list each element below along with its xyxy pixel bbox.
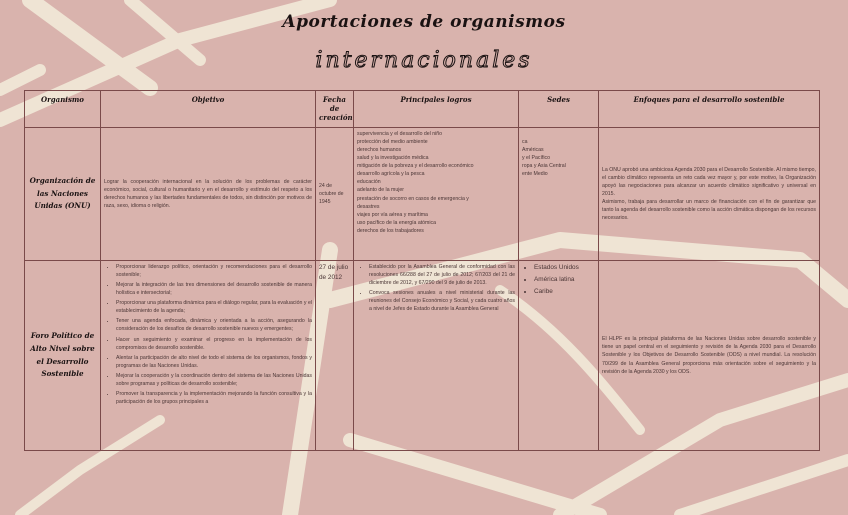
cell-organismo: Foro Político de Alto Nivel sobre el Desarrollo Sostenible: [25, 261, 101, 451]
table-row: [25, 128, 820, 261]
list-item: • Alentar la participación de alto nivel de todo el sistema de los organismos, fondos y programas de las Naciones Unidas.: [116, 354, 312, 370]
list-item: protección del medio ambiente: [357, 139, 428, 146]
list-item: • Promover la transparencia y la implementación mejorando la función consultiva y la participación de los grupos principales a: [116, 390, 312, 406]
list-item: • Tener una agenda enfocada, dinámica y orientada a la acción, asegurando la consideración de los desafíos de desarrollo sostenible nuevos y emergentes;: [116, 317, 312, 333]
organisms-table: [24, 90, 820, 451]
cell-fecha: 24 de octubre de 1945: [316, 128, 354, 261]
list-item: y el Pacífico: [522, 155, 550, 162]
list-item: uso pacífico de la energía atómica: [357, 219, 437, 226]
cell-fecha: 27 de julio de 2012: [316, 261, 354, 451]
list-item: mitigación de la pobreza y el desarrollo económico: [357, 163, 474, 170]
cell-organismo: Organización de las Naciones Unidas (ONU): [25, 128, 101, 261]
header-enfoques: Enfoques para el desarrollo sostenible: [599, 91, 820, 128]
cell-sedes: [519, 261, 599, 451]
list-item: • Estados Unidos: [534, 263, 595, 273]
list-item: Américas: [522, 147, 544, 154]
list-item: prestación de socorro en casos de emergencia y: [357, 195, 469, 202]
list-item: • Caribe: [534, 287, 595, 297]
list-item: ente Medio: [522, 171, 548, 178]
header-organismo: Organismo: [25, 91, 101, 128]
list-item: • América latina: [534, 275, 595, 285]
header-sedes: Sedes: [519, 91, 599, 128]
list-item: ca: [522, 139, 528, 145]
list-item: supervivencia y el desarrollo del niño: [357, 131, 443, 137]
table-header-row: [25, 91, 820, 128]
cell-sedes: [519, 128, 599, 261]
page-title-line-1: Aportaciones de organismos: [282, 12, 566, 32]
header-logros: Principales logros: [354, 91, 519, 128]
list-item: desastres: [357, 203, 380, 210]
list-item: educación: [357, 179, 381, 186]
list-item: • Establecido por la Asamblea General de conformidad con las resoluciones 66/288 del 27 de julio de 2012; 67/203 del 21 de diciembre de 2012, y 67/290 del 9 de julio de 2013.: [369, 263, 515, 287]
list-item: • Proporcionar liderazgo político, orientación y recomendaciones para el desarrollo sostenible;: [116, 263, 312, 279]
list-item: • Convoca sesiones anuales a nivel ministerial durante las reuniones del Consejo Económico y Social, y cada cuatro años a nivel de Jefes de Estado durante la Asamblea General: [369, 289, 515, 313]
list-item: viajes por vía aérea y marítima: [357, 211, 428, 218]
cell-enfoques: [599, 128, 820, 261]
cell-enfoques: El HLPF es la principal plataforma de las Naciones Unidas sobre desarrollo sostenible y tiene un papel central en el seguimiento y revisión de la Agenda 2030 para el Desarrollo Sostenible y los Objetivos de Desarrollo Sostenible (ODS) a nivel mundial. La resolución 70/299 de la Asamblea General proporciona más orientación sobre el seguimiento y la revisión de la Agenda 2030 y los ODS.: [599, 261, 820, 451]
list-item: desarrollo agrícola y la pesca: [357, 171, 425, 178]
cell-objetivo: [101, 261, 316, 451]
paragraph: La ONU aprobó una ambiciosa Agenda 2030 para el Desarrollo Sostenible. Al mismo tiempo, el cambio climático representa un reto cada vez mayor y, por este motivo, la Organización apoyó las negociaciones para alcanzar un acuerdo climático significativo y universal en 2015.: [602, 166, 816, 197]
cell-logros: [354, 128, 519, 261]
list-item: derechos de los trabajadores: [357, 227, 424, 234]
list-item: adelanto de la mujer: [357, 187, 405, 194]
table-row: [25, 261, 820, 451]
cell-logros: [354, 261, 519, 451]
list-item: • Mejorar la cooperación y la coordinación dentro del sistema de las Naciones Unidas sobre programas y políticas de desarrollo sostenible;: [116, 372, 312, 388]
list-item: ropa y Asia Central: [522, 163, 566, 170]
list-item: • Proporcionar una plataforma dinámica para el diálogo regular, para la evaluación y el establecimiento de la agenda;: [116, 299, 312, 315]
list-item: salud y la investigación médica: [357, 155, 429, 162]
list-item: • Hacer un seguimiento y examinar el progreso en la implementación de los compromisos de desarrollo sostenible.: [116, 336, 312, 352]
list-item: • Mejorar la integración de las tres dimensiones del desarrollo sostenible de manera holística e intersectorial;: [116, 281, 312, 297]
header-objetivo: Objetivo: [101, 91, 316, 128]
paragraph: Asimismo, trabaja para desarrollar un marco de financiación con el fin de garantizar que tanto la agenda del desarrollo sostenible como la acción climática dispongan de los recursos necesarios.: [602, 199, 816, 222]
list-item: derechos humanos: [357, 147, 402, 154]
header-fecha: Fecha de creación: [316, 91, 354, 128]
page-title-line-2: internacionales: [315, 48, 533, 73]
cell-objetivo: Lograr la cooperación internacional en la solución de los problemas de carácter económico, social, cultural o humanitario y en el desarrollo y estímulo del respeto a los derechos humanos y las libertades fundamentales de todos, sin distinción por motivos de raza, sexo, idioma o religión.: [101, 128, 316, 261]
